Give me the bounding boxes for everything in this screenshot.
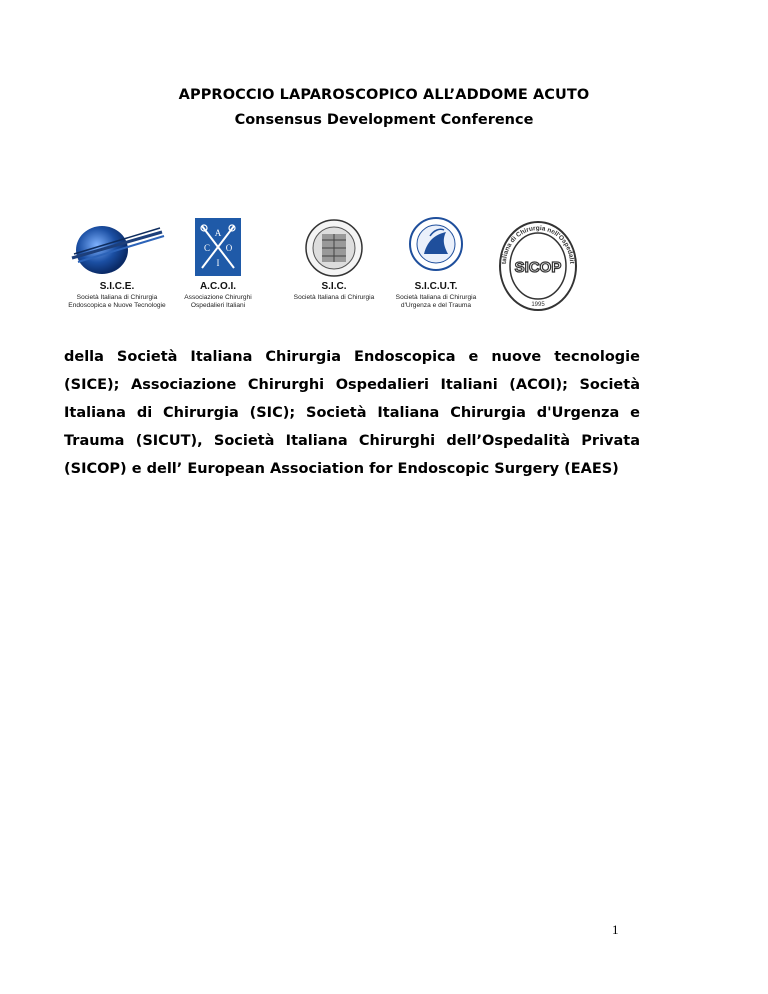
acoi-name: A.C.O.I.: [199, 281, 237, 292]
sice-logo: [64, 214, 170, 318]
sicut-seal-icon: [390, 214, 482, 280]
page-number: 1: [612, 922, 619, 937]
sic-name: S.I.C.: [321, 281, 347, 292]
svg-text:I: I: [216, 258, 220, 268]
document-subtitle: Consensus Development Conference: [234, 112, 534, 128]
sicut-name: S.I.C.U.T.: [414, 281, 458, 292]
body-paragraph: della Società Italiana Chirurgia Endoscopica e nuove tecnologie (SICE); Associazione Chirurghi Ospedalieri Italiani (ACOI); Società Italiana di Chirurgia (SIC); Società Italiana Chirurgia d'Urgenza e Trauma (SICUT), Società Italiana Chirurghi dell’Ospedalità Privata (SICOP) e dell’ European Association for Endoscopic Surgery (EAES): [64, 349, 640, 477]
sice-emblem-icon: [64, 214, 170, 280]
sicop-seal-icon: [496, 214, 580, 318]
svg-text:O: O: [225, 243, 233, 253]
sic-description: Società Italiana di Chirurgia: [293, 294, 375, 301]
acoi-emblem-icon: [176, 214, 260, 280]
svg-text:C: C: [203, 243, 211, 253]
acoi-description: Associazione Chirurghi Ospedalieri Italiani: [184, 294, 252, 309]
sic-seal-icon: [286, 214, 382, 280]
sicop-logo: [496, 214, 580, 318]
svg-text:SICOP: SICOP: [514, 259, 562, 276]
sic-logo: [286, 214, 382, 318]
sicut-logo: [390, 214, 482, 318]
sice-name: S.I.C.E.: [99, 281, 135, 292]
acoi-logo: [176, 214, 260, 318]
svg-text:1995: 1995: [531, 302, 545, 308]
sicut-description: Società Italiana di Chirurgia d'Urgenza e del Trauma: [395, 294, 477, 309]
society-logos-banner: [64, 214, 486, 318]
svg-text:Società Italiana di Chirurgia: taliana di Chirurgia nell'Ospedalit: [500, 224, 576, 265]
svg-text:A: A: [214, 228, 222, 238]
sice-description: Società Italiana di Chirurgia Endoscopica e Nuove Tecnologie: [68, 294, 166, 309]
document-title: APPROCCIO LAPAROSCOPICO ALL’ADDOME ACUTO: [178, 87, 590, 103]
